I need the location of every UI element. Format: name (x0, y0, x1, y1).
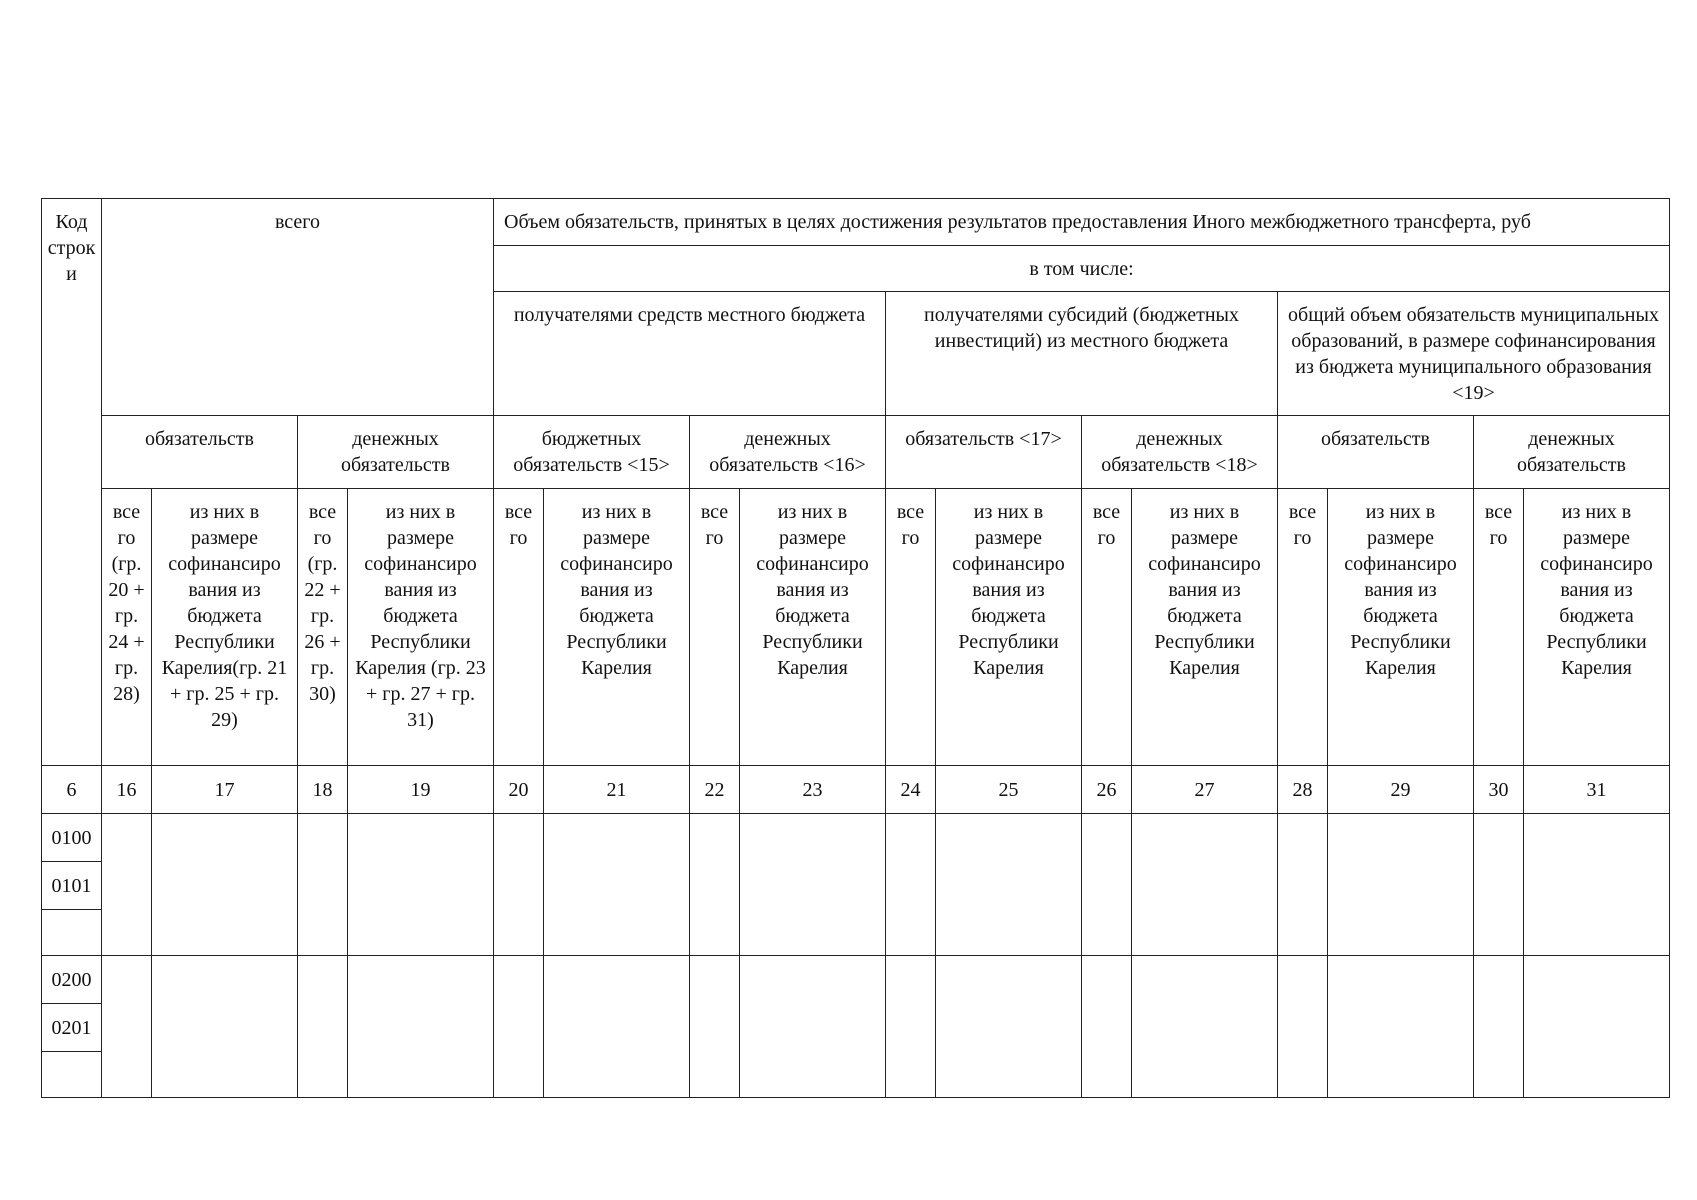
group-local-budget: получателями средств местного бюджета (494, 292, 886, 416)
row-code: 0101 (42, 862, 102, 910)
data-cell[interactable] (1278, 814, 1328, 956)
sub-obligations: обязательств (102, 416, 298, 489)
data-cell[interactable] (494, 956, 544, 1098)
data-cell[interactable] (348, 956, 494, 1098)
column-number: 22 (690, 766, 740, 814)
data-cell[interactable] (1524, 956, 1670, 1098)
data-cell[interactable] (1278, 956, 1328, 1098)
data-cell[interactable] (298, 814, 348, 956)
column-number: 31 (1524, 766, 1670, 814)
data-cell[interactable] (936, 956, 1082, 1098)
data-cell[interactable] (1474, 814, 1524, 956)
column-number: 30 (1474, 766, 1524, 814)
sub-money-obligations-18: денежных обязательств <18> (1082, 416, 1278, 489)
row-code: 0201 (42, 1004, 102, 1052)
col-26-header: все го (1082, 489, 1132, 766)
col-20-header: все го (494, 489, 544, 766)
col-23-header: из них в размере софинансиро вания из бюджета Республики Карелия (740, 489, 886, 766)
data-cell[interactable] (1132, 814, 1278, 956)
data-cell[interactable] (544, 956, 690, 1098)
group-municipal-total: общий объем обязательств муниципальных образований, в размере софинансирования из бюджета муниципального образования <19> (1278, 292, 1670, 416)
data-cell[interactable] (1328, 814, 1474, 956)
data-cell[interactable] (1474, 956, 1524, 1098)
col-19-header: из них в размере софинансиро вания из бюджета Республики Карелия (гр. 23 + гр. 27 + гр. 31) (348, 489, 494, 766)
data-cell[interactable] (1082, 814, 1132, 956)
col-16-header: все го (гр. 20 + гр. 24 + гр. 28) (102, 489, 152, 766)
col-25-header: из них в размере софинансиро вания из бюджета Республики Карелия (936, 489, 1082, 766)
data-cell[interactable] (1082, 956, 1132, 1098)
data-cell[interactable] (886, 814, 936, 956)
col-21-header: из них в размере софинансиро вания из бюджета Республики Карелия (544, 489, 690, 766)
col-30-header: все го (1474, 489, 1524, 766)
col-18-header: все го (гр. 22 + гр. 26 + гр. 30) (298, 489, 348, 766)
total-header: всего (102, 199, 494, 416)
sub-money-obligations-16: денежных обязательств <16> (690, 416, 886, 489)
col-29-header: из них в размере софинансиро вания из бюджета Республики Карелия (1328, 489, 1474, 766)
data-cell[interactable] (152, 956, 298, 1098)
data-cell[interactable] (1328, 956, 1474, 1098)
column-number: 17 (152, 766, 298, 814)
sub-budget-obligations-15: бюджетных обязательств <15> (494, 416, 690, 489)
row-code (42, 910, 102, 956)
data-cell[interactable] (102, 956, 152, 1098)
report-table-frame (41, 198, 1670, 1098)
column-number: 16 (102, 766, 152, 814)
data-cell[interactable] (348, 814, 494, 956)
col-28-header: все го (1278, 489, 1328, 766)
column-number: 20 (494, 766, 544, 814)
including-header: в том числе: (494, 246, 1670, 292)
col-27-header: из них в размере софинансиро вания из бюджета Республики Карелия (1132, 489, 1278, 766)
column-number: 28 (1278, 766, 1328, 814)
data-cell[interactable] (102, 814, 152, 956)
data-cell[interactable] (152, 814, 298, 956)
col-17-header: из них в размере софинансиро вания из бюджета Республики Карелия(гр. 21 + гр. 25 + гр. 29) (152, 489, 298, 766)
data-cell[interactable] (544, 814, 690, 956)
col-22-header: все го (690, 489, 740, 766)
column-number: 26 (1082, 766, 1132, 814)
data-cell[interactable] (936, 814, 1082, 956)
column-number: 19 (348, 766, 494, 814)
obligations-table (41, 198, 1670, 1098)
column-number: 25 (936, 766, 1082, 814)
column-number: 6 (42, 766, 102, 814)
row-code: 0200 (42, 956, 102, 1004)
row-code (42, 1052, 102, 1098)
col-31-header: из них в размере софинансиро вания из бюджета Республики Карелия (1524, 489, 1670, 766)
group-subsidy-recipients: получателями субсидий (бюджетных инвестиций) из местного бюджета (886, 292, 1278, 416)
column-number: 18 (298, 766, 348, 814)
column-number: 23 (740, 766, 886, 814)
sub-money-obligations-municipal: денежных обязательств (1474, 416, 1670, 489)
data-cell[interactable] (886, 956, 936, 1098)
code-header: Код строки (42, 199, 102, 766)
sub-obligations-17: обязательств <17> (886, 416, 1082, 489)
sub-money-obligations: денежных обязательств (298, 416, 494, 489)
data-cell[interactable] (1524, 814, 1670, 956)
data-cell[interactable] (740, 814, 886, 956)
main-title: Объем обязательств, принятых в целях достижения результатов предоставления Иного межбюджетного трансферта, руб (494, 199, 1670, 246)
data-cell[interactable] (740, 956, 886, 1098)
data-cell[interactable] (298, 956, 348, 1098)
col-24-header: все го (886, 489, 936, 766)
data-cell[interactable] (1132, 956, 1278, 1098)
data-cell[interactable] (690, 814, 740, 956)
row-code: 0100 (42, 814, 102, 862)
column-number: 24 (886, 766, 936, 814)
column-number: 21 (544, 766, 690, 814)
data-cell[interactable] (690, 956, 740, 1098)
column-number: 27 (1132, 766, 1278, 814)
data-cell[interactable] (494, 814, 544, 956)
column-number: 29 (1328, 766, 1474, 814)
sub-obligations-municipal: обязательств (1278, 416, 1474, 489)
